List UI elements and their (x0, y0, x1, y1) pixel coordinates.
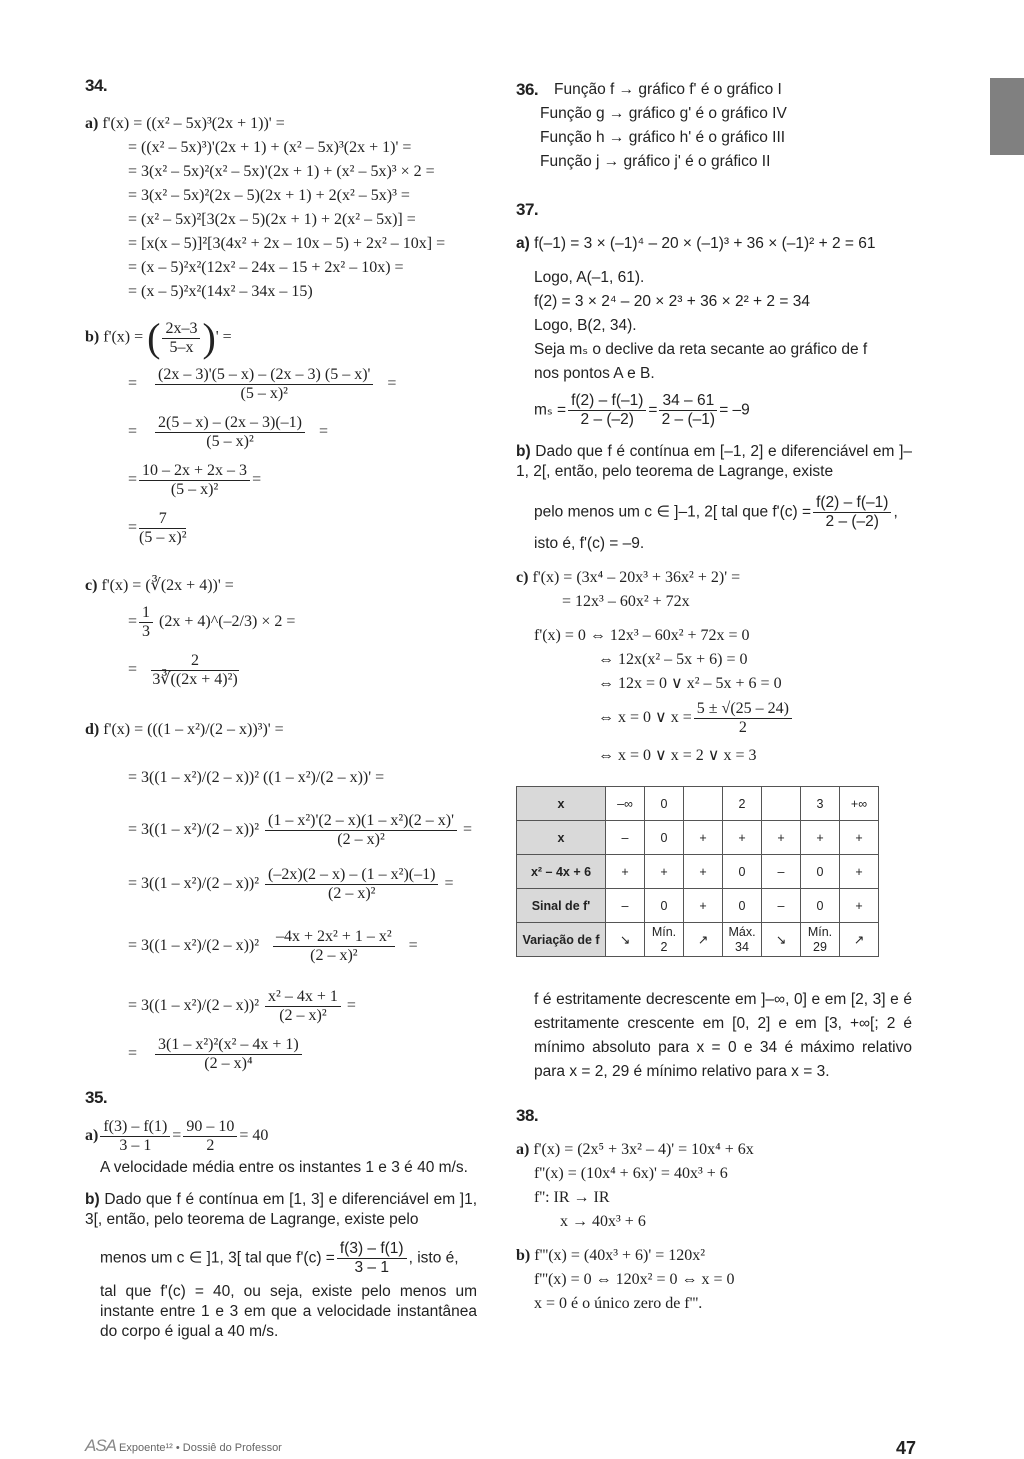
ex34c-row-2: = $\frac{2}{\text{3∛((2x + 4)²)}}$ (128, 652, 238, 688)
ex34d-row-4: = 3((1 – x²)/(2 – x))² $\frac{\text{–4x + 2x² + 1 – x²}}{\text{(2 – x)²}}$ = (128, 928, 418, 964)
ex34a-line-6: = [x(x – 5)]²[3(4x² + 2x – 10x – 5) + 2x² – 10x] = (128, 235, 446, 252)
ex37a-line-5: Seja mₛ o declive da reta secante ao gráfico de f (534, 341, 868, 358)
ex37c-line-1: c) f'(x) = (3x⁴ – 20x³ + 36x² + 2)' = (516, 569, 741, 586)
table-cell: + (684, 821, 723, 855)
table-cell: ↘ (762, 923, 801, 957)
ex37a-line-4: Logo, B(2, 34). (534, 317, 637, 334)
exercise-number-38: 38. (516, 1106, 539, 1125)
ex34b-row-1: = $\frac{(2x - 3)'(5 - x) - (2x - 3) (5 - x)'}{\text{(5 – x)²}}$ = (128, 366, 397, 402)
ex34a-line-4: = 3(x² – 5x)²(2x – 5)(2x + 1) + 2(x² – 5x)³ = (128, 187, 410, 204)
ex37a-line-2: Logo, A(–1, 61). (534, 269, 645, 286)
ex37c-line-5: ⇔ 12x = 0 ∨ x² – 5x + 6 = 0 (598, 675, 782, 692)
ex34a-line-5: = (x² – 5x)²[3(2x – 5)(2x + 1) + 2(x² – 5x)] = (128, 211, 416, 228)
ex38a-line-4: x → 40x³ + 6 (560, 1213, 646, 1230)
table-cell: +∞ (840, 787, 879, 821)
table-cell: + (840, 855, 879, 889)
ex34b-row-3: = $\frac{10 - 2x + 2x - 3}{\text{(5 – x)²}}$ = (128, 462, 262, 498)
table-cell: + (801, 821, 840, 855)
ex34b-row-4: = $\frac{7}{\text{(5 – x)²}}$ (128, 510, 187, 546)
ex38a-line-2: f''(x) = (10x⁴ + 6x)' = 40x³ + 6 (534, 1165, 728, 1182)
exercise-number-34: 34. (85, 76, 108, 95)
ex34a-line-8: = (x – 5)²x²(14x² – 34x – 15) (128, 283, 313, 300)
table-cell: + (684, 855, 723, 889)
table-cell: Mín. 2 (645, 923, 684, 957)
footer-brand: ASA Expoente¹² • Dossiê do Professor (85, 1436, 282, 1455)
ex34a-line-1: a) f'(x) = ((x² – 5x)³(2x + 1))' = (85, 115, 285, 132)
ex37c-conclusion: f é estritamente decrescente em ]–∞, 0] e em [2, 3] e é estritamente crescente em [0, 2] e em [3, +∞[; 2 é mínimo absoluto para x = 0 e 34 é máximo relativo para x = 2, 29 é mínimo relativo para x = 3. (534, 991, 912, 1080)
table-cell: 0 (801, 889, 840, 923)
ex37b-text-2: pelo menos um c ∈ ]–1, 2[ tal que f'(c) = $\frac{f(2) - f(-1)}{2 - (-2)}$ , (534, 494, 898, 530)
exercise-number-36: 36. (516, 80, 539, 99)
table-cell: –∞ (606, 787, 645, 821)
table-cell: 0 (645, 821, 684, 855)
table-cell: – (762, 889, 801, 923)
variation-table (516, 786, 879, 957)
table-row (517, 889, 879, 923)
ex38a-line-3: f'': IR → IR (534, 1189, 610, 1206)
table-cell: + (723, 821, 762, 855)
ex34a-line-7: = (x – 5)²x²(12x² – 24x – 15 + 2x² – 10x) = (128, 259, 404, 276)
table-cell: – (762, 855, 801, 889)
ex38b-line-2: f'''(x) = 0 ⇔ 120x² = 0 ⇔ x = 0 (534, 1271, 735, 1288)
ex36-line-1: Função f → gráfico f' é o gráfico I (554, 81, 782, 98)
table-cell: Máx. 34 (723, 923, 762, 957)
page-number: 47 (896, 1438, 917, 1458)
ex37c-line-7: ⇔ x = 0 ∨ x = 2 ∨ x = 3 (598, 747, 757, 764)
ex34b-row-2: = $\frac{2(5 - x) - (2x - 3)(-1)}{\text{(5 – x)²}}$ = (128, 414, 329, 450)
table-cell: 0 (645, 889, 684, 923)
ex36-line-3: Função h → gráfico h' é o gráfico III (540, 129, 786, 146)
ex34c-row-1: = $\frac{1}{3}$ (2x + 4)^(–2/3) × 2 = (128, 604, 296, 640)
table-cell: + (606, 855, 645, 889)
table-cell: + (840, 889, 879, 923)
table-row (517, 787, 879, 821)
ex37c-line-2: = 12x³ – 60x² + 72x (562, 593, 690, 610)
ex34d-row-6: = $\frac{\text{3(1 – x²)²(x² – 4x + 1)}}{\text{(2 – x)⁴}}$ (128, 1036, 304, 1073)
table-cell (684, 787, 723, 821)
table-cell: ↗ (684, 923, 723, 957)
ex37b-text-3: isto é, f'(c) = –9. (534, 535, 645, 552)
table-row-header: Variação de f (517, 923, 606, 957)
table-cell (762, 787, 801, 821)
table-cell: + (684, 889, 723, 923)
table-cell: + (762, 821, 801, 855)
ex34d-row-2: = 3((1 – x²)/(2 – x))² $\frac{\text{(1 – x²)'(2 – x)(1 – x²)(2 – x)'}}{\text{(2 – x)²}}$ = (128, 812, 473, 848)
table-cell: Mín. 29 (801, 923, 840, 957)
table-row-header: x² – 4x + 6 (517, 855, 606, 889)
table-row-header: Sinal de f' (517, 889, 606, 923)
ex34c-row-0: c) f'(x) = (∛(2x + 4))' = (85, 577, 234, 594)
table-cell: – (606, 821, 645, 855)
ex36-line-4: Função j → gráfico j' é o gráfico II (540, 153, 771, 170)
table-row-header: x (517, 787, 606, 821)
ex37a-line-6: nos pontos A e B. (534, 365, 655, 382)
table-row (517, 821, 879, 855)
ex37c-line-3: f'(x) = 0 ⇔ 12x³ – 60x² + 72x = 0 (534, 627, 750, 644)
ex37c-line-4: ⇔ 12x(x² – 5x + 6) = 0 (598, 651, 748, 668)
ex37a-ms: mₛ = $\frac{f(2) - f(-1)}{2 - (-2)}$ = $\frac{34 - 61}{2 - (-1)}$ = –9 (534, 392, 750, 428)
exercise-number-37: 37. (516, 200, 539, 219)
table-cell: 0 (801, 855, 840, 889)
ex34a-line-2: = ((x² – 5x)³)'(2x + 1) + (x² – 5x)³(2x + 1)' = (128, 139, 412, 156)
ex34a-line-3: = 3(x² – 5x)²(x² – 5x)'(2x + 1) + (x² – 5x)³ × 2 = (128, 163, 435, 180)
table-cell: 0 (723, 855, 762, 889)
ex34d-row-5: = 3((1 – x²)/(2 – x))² $\frac{\text{x² – 4x + 1}}{\text{(2 – x)²}}$ = (128, 988, 356, 1024)
ex34b-row-0: b) f'(x) = ( $\frac{2x-3}{5-x}$ )' = (85, 315, 232, 360)
table-cell: 0 (645, 787, 684, 821)
ex35a-text: A velocidade média entre os instantes 1 e 3 é 40 m/s. (100, 1159, 468, 1176)
table-cell: + (645, 855, 684, 889)
table-row-header: x (517, 821, 606, 855)
ex35b-text-1: b) Dado que f é contínua em [1, 3] e diferenciável em ]1, 3[, então, pelo teorema de Lagrange, existe pelo (85, 1191, 477, 1228)
ex38b-line-1: b) f'''(x) = (40x³ + 6)' = 120x² (516, 1247, 706, 1264)
table-cell: 2 (723, 787, 762, 821)
ex34d-row-3: = 3((1 – x²)/(2 – x))² $\frac{\text{(–2x)(2 – x) – (1 – x²)(–1)}}{\text{(2 – x)²}}$ = (128, 866, 454, 902)
table-cell: 3 (801, 787, 840, 821)
table-row (517, 855, 879, 889)
ex38a-line-1: a) f'(x) = (2x⁵ + 3x² – 4)' = 10x⁴ + 6x (516, 1141, 754, 1158)
ex37c-line-6: ⇔ x = 0 ∨ x = $\frac{5 \pm √(25 - 24)}{2}$ (598, 700, 794, 737)
table-cell: ↗ (840, 923, 879, 957)
part-label: a) (85, 115, 99, 132)
ex37b-text-1: b) Dado que f é contínua em [–1, 2] e diferenciável em ]–1, 2[, então, pelo teorema de Lagrange, existe (516, 443, 912, 480)
fraction: $\frac{2x-3}{5-x}$ (162, 320, 200, 357)
ex38b-line-3: x = 0 é o único zero de f'''. (534, 1295, 703, 1312)
exercise-number-35: 35. (85, 1088, 108, 1107)
ex37a-line-3: f(2) = 3 × 2⁴ – 20 × 2³ + 36 × 2² + 2 = 34 (534, 293, 810, 310)
table-row (517, 923, 879, 957)
ex34d-row-0: d) f'(x) = (((1 – x²)/(2 – x))³)' = (85, 721, 284, 738)
ex34d-row-1: = 3((1 – x²)/(2 – x))² ((1 – x²)/(2 – x))' = (128, 769, 385, 786)
table-cell: – (606, 889, 645, 923)
ex37a-line-1: a) f(–1) = 3 × (–1)⁴ – 20 × (–1)³ + 36 × (–1)² + 2 = 61 (516, 235, 876, 252)
table-cell: 0 (723, 889, 762, 923)
ex35a-formula: a) $\frac{f(3) - f(1)}{3 - 1}$ = $\frac{90 - 10}{2}$ = 40 (85, 1118, 269, 1154)
ex36-line-2: Função g → gráfico g' é o gráfico IV (540, 105, 787, 122)
section-tab-marker (990, 78, 1024, 155)
ex35b-text-3: tal que f'(c) = 40, ou seja, existe pelo menos um instante entre 1 e 3 em que a velocidade instantânea do corpo é igual a 40 m/s. (100, 1283, 477, 1340)
table-cell: + (840, 821, 879, 855)
table-cell: ↘ (606, 923, 645, 957)
ex35b-text-2: menos um c ∈ ]1, 3[ tal que f'(c) = $\frac{f(3) - f(1)}{3 - 1}$ , isto é, (100, 1240, 459, 1276)
